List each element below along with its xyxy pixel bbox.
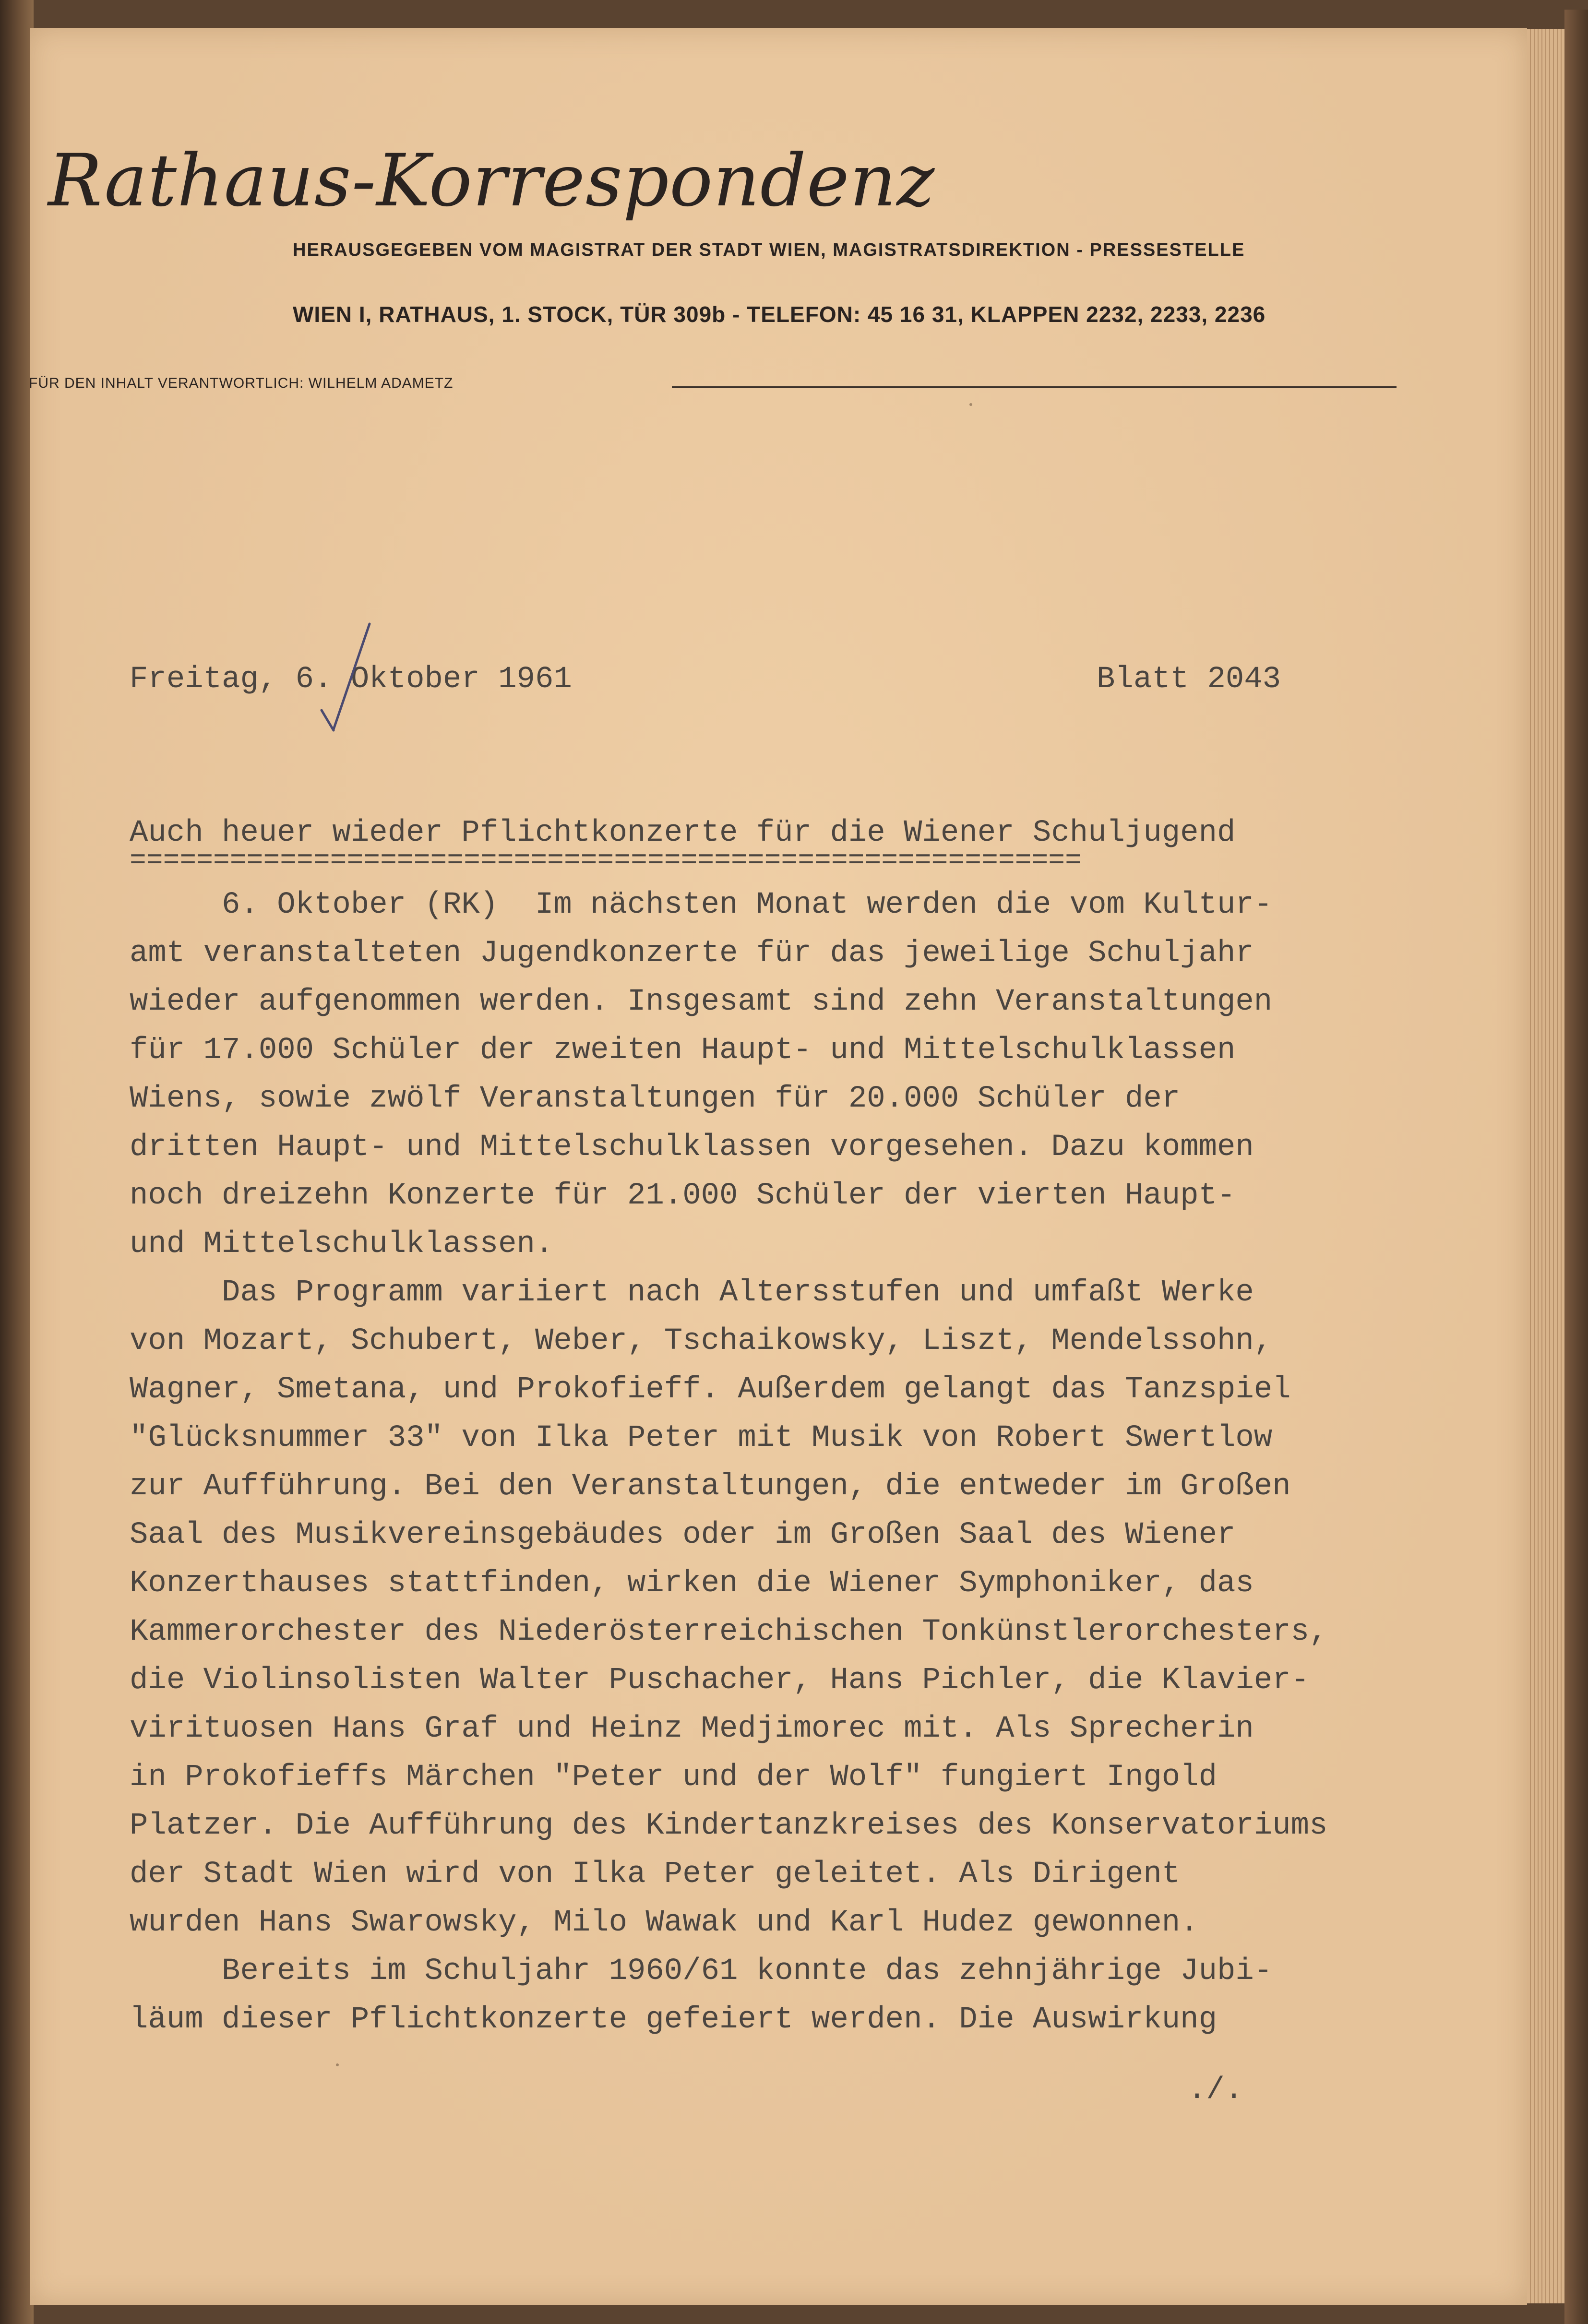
dateline-date: Freitag, 6. Oktober 1961 <box>130 662 572 697</box>
header-rule <box>672 386 1397 388</box>
article-line: Wiens, sowie zwölf Veranstaltungen für 20.000 Schüler der <box>130 1082 1181 1116</box>
article-headline: Auch heuer wieder Pflichtkonzerte für die Wiener Schuljugend <box>130 816 1236 850</box>
sheet-number: Blatt 2043 <box>1097 662 1281 697</box>
article-line: noch dreizehn Konzerte für 21.000 Schüler der vierten Haupt- <box>130 1179 1236 1213</box>
article-line: und Mittelschulklassen. <box>130 1227 554 1262</box>
article-line: zur Aufführung. Bei den Veranstaltungen, die entweder im Großen <box>130 1469 1291 1504</box>
masthead-title: Rathaus-Korrespondenz <box>48 139 935 223</box>
article-line: virituosen Hans Graf und Heinz Medjimorec mit. Als Sprecherin <box>130 1712 1254 1746</box>
paper-speck <box>969 403 972 406</box>
responsible-line: FÜR DEN INHALT VERANTWORTLICH: WILHELM ADAMETZ <box>29 375 454 391</box>
handwritten-check-icon <box>312 619 379 734</box>
article-line: Platzer. Die Aufführung des Kindertanzkreises des Konservatoriums <box>130 1809 1328 1843</box>
book-spine <box>0 0 34 2324</box>
article-line: von Mozart, Schubert, Weber, Tschaikowsky, Liszt, Mendelssohn, <box>130 1324 1273 1359</box>
article-line: die Violinsolisten Walter Puschacher, Hans Pichler, die Klavier- <box>130 1663 1309 1698</box>
book-binding <box>1564 10 1588 2324</box>
paper-speck <box>336 2063 339 2066</box>
article-line: 6. Oktober (RK) Im nächsten Monat werden die vom Kultur- <box>130 888 1273 922</box>
article-line: der Stadt Wien wird von Ilka Peter geleitet. Als Dirigent <box>130 1857 1181 1892</box>
article-line: wieder aufgenommen werden. Insgesamt sind zehn Veranstaltungen <box>130 985 1273 1019</box>
article-line: läum dieser Pflichtkonzerte gefeiert werden. Die Auswirkung <box>130 2002 1217 2037</box>
article-line: wurden Hans Swarowsky, Milo Wawak und Karl Hudez gewonnen. <box>130 1906 1199 1940</box>
continuation-mark: ./. <box>1188 2073 1243 2108</box>
article-line: Bereits im Schuljahr 1960/61 konnte das zehnjährige Jubi- <box>130 1954 1273 1989</box>
page-edges <box>1527 29 1564 2303</box>
article-line: amt veranstalteten Jugendkonzerte für das jeweilige Schuljahr <box>130 936 1254 971</box>
article-line: Kammerorchester des Niederösterreichischen Tonkünstlerorchesters, <box>130 1615 1328 1649</box>
publisher-line: HERAUSGEGEBEN VOM MAGISTRAT DER STADT WIEN, MAGISTRATSDIREKTION - PRESSESTELLE <box>293 240 1245 260</box>
address-line: WIEN I, RATHAUS, 1. STOCK, TÜR 309b - TELEFON: 45 16 31, KLAPPEN 2232, 2233, 2236 <box>293 302 1266 327</box>
article-line: Wagner, Smetana, und Prokofieff. Außerdem gelangt das Tanzspiel <box>130 1372 1291 1407</box>
headline-underline: ========================================================= <box>130 846 1082 877</box>
article-line: dritten Haupt- und Mittelschulklassen vorgesehen. Dazu kommen <box>130 1130 1254 1165</box>
article-line: "Glücksnummer 33" von Ilka Peter mit Musik von Robert Swertlow <box>130 1421 1273 1455</box>
article-line: in Prokofieffs Märchen "Peter und der Wolf" fungiert Ingold <box>130 1760 1217 1795</box>
article-line: Saal des Musikvereinsgebäudes oder im Großen Saal des Wiener <box>130 1518 1236 1552</box>
article-line: Das Programm variiert nach Altersstufen und umfaßt Werke <box>130 1275 1254 1310</box>
article-line: für 17.000 Schüler der zweiten Haupt- und Mittelschulklassen <box>130 1033 1236 1068</box>
article-line: Konzerthauses stattfinden, wirken die Wiener Symphoniker, das <box>130 1566 1254 1601</box>
